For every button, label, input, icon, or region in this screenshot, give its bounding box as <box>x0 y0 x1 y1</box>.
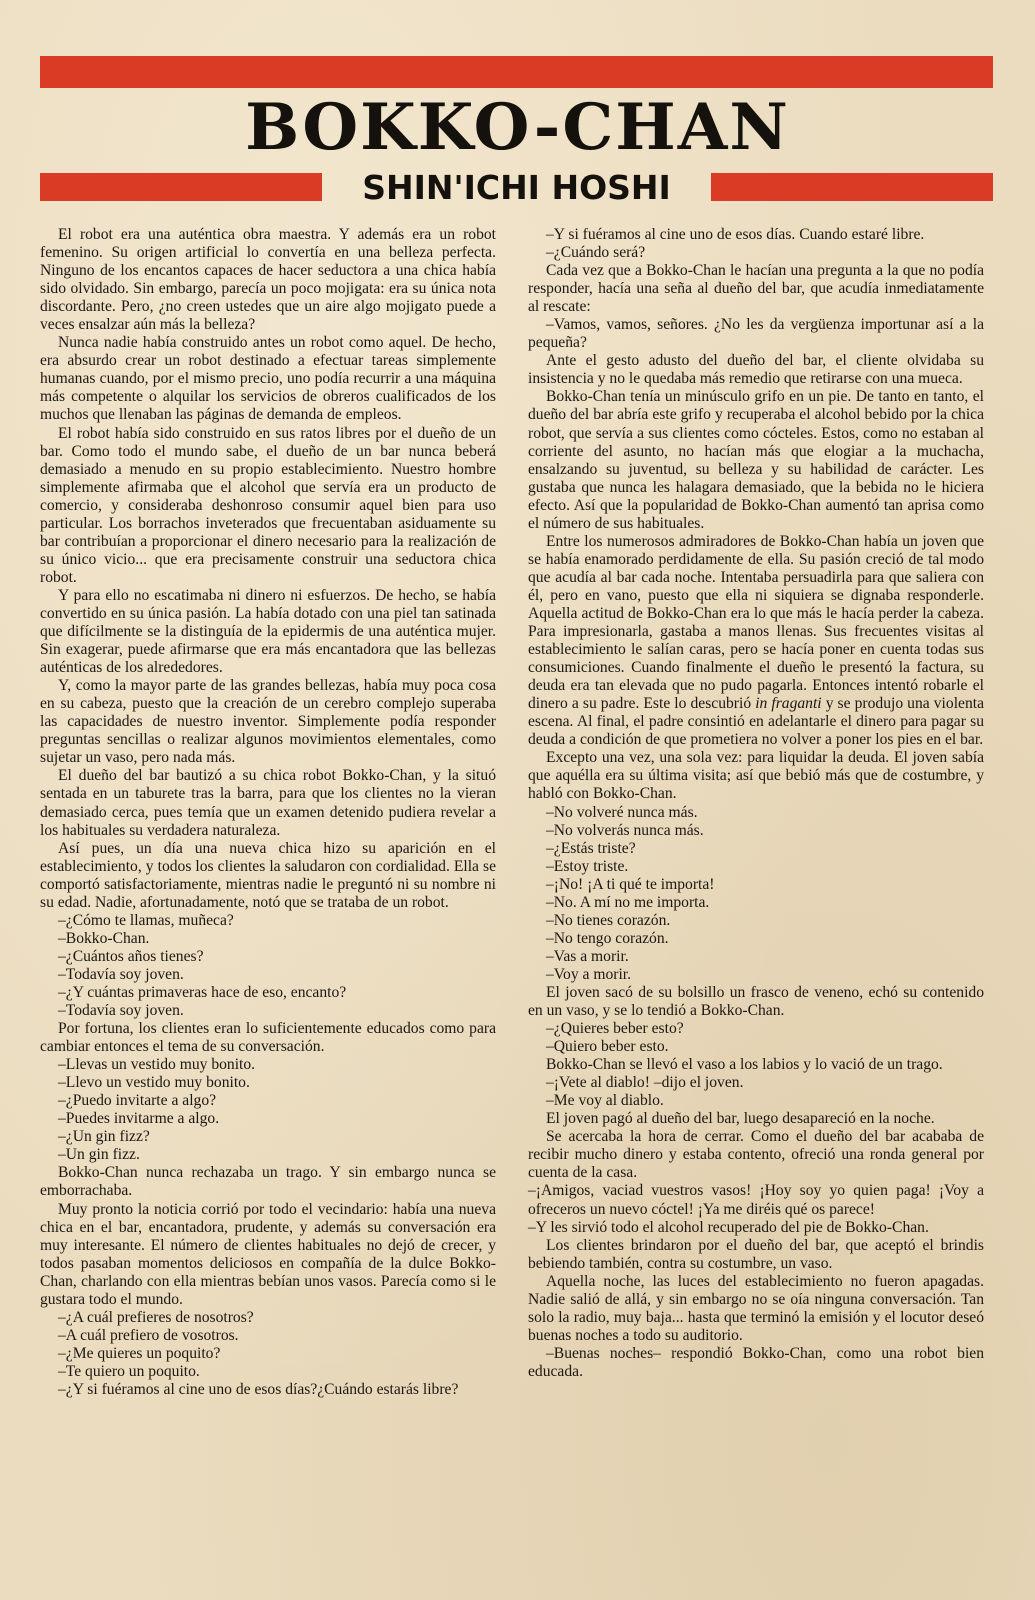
paragraph: Ante el gesto adusto del dueño del bar, el cliente olvidaba su insistencia y no le quedaba más remedio que retirarse con una mueca. <box>528 352 984 388</box>
dialogue-line: –¿Puedo invitarte a algo? <box>58 1092 217 1110</box>
paragraph: Bokko-Chan tenía un minúsculo grifo en un pie. De tanto en tanto, el dueño del bar abría este grifo y recuperaba el alcohol bebido por la chica robot, que servía a sus clientes como cócteles. Estos, como no estaban al corriente del asunto, no hacían más que elogiar a la muchacha, ensalzando su juventud, su belleza y su habilidad de carácter. Les gustaba que nunca les halagara demasiado, que la bebida no le hiciera efecto. Así que la popularidad de Bokko-Chan aumentó tan aprisa como el número de sus habituales. <box>528 388 984 532</box>
dialogue-line: –Vas a morir. <box>546 947 629 965</box>
right-column <box>528 226 984 1381</box>
paragraph: Se acercaba la hora de cerrar. Como el dueño del bar acababa de recibir mucho dinero y estaba contento, ofreció una ronda general por cuenta de la casa. <box>528 1128 984 1182</box>
dialogue-line: –¿Quieres beber esto? <box>546 1020 684 1038</box>
paragraph: El joven pagó al dueño del bar, luego desapareció en la noche. <box>546 1110 935 1128</box>
paragraph-text: y se produjo una violenta escena. Al final, el padre consintió en adelantarle el dinero para pagar su deuda a condición de que prometiera no volver a poner los pies en el bar. <box>528 695 984 749</box>
dialogue-line: –Todavía soy joven. <box>58 1002 184 1020</box>
dialogue-line: –Te quiero un poquito. <box>58 1362 200 1380</box>
dialogue-line: –¡No! ¡A ti qué te importa! <box>546 875 715 893</box>
dialogue-line: –¿Y si fuéramos al cine uno de esos días?¿Cuándo estarás libre? <box>58 1381 459 1398</box>
dialogue-line: –¿Estás triste? <box>546 839 636 857</box>
dialogue-line: –¿Cuándo será? <box>546 244 646 262</box>
dialogue-line: –No volverás nunca más. <box>546 821 704 839</box>
dialogue-line: –Vamos, vamos, señores. ¿No les da vergüenza importunar así a la pequeña? <box>528 316 984 352</box>
story-title: BOKKO-CHAN <box>245 90 790 165</box>
paragraph: El dueño del bar bautizó a su chica robot Bokko-Chan, y la situó sentada en un taburete tras la barra, para que los clientes no la vieran demasiado cerca, pues temía que un examen detenido pudiera revelar a los habituales su verdadera naturaleza. <box>40 767 496 839</box>
dialogue-line: –No tienes corazón. <box>546 911 671 929</box>
dialogue-line: –Llevo un vestido muy bonito. <box>58 1074 250 1092</box>
paragraph: Excepto una vez, una sola vez: para liquidar la deuda. El joven sabía que aquélla era su última visita; así que bebió más que de costumbre, y habló con Bokko-Chan. <box>528 749 984 803</box>
dialogue-line: –Todavía soy joven. <box>58 965 184 983</box>
paragraph-text: Entre los numerosos admiradores de Bokko-Chan había un joven que se había enamorado perdidamente de ella. Su pasión creció de tal modo que acudía al bar cada noche. Intentaba persuadirla para que saliera con él, pero en vano, puesto que ella ni siquiera se dignaba responderle. Aquella actitud de Bokko-Chan era lo que más le hacía perder la cabeza. Para impresionarla, gastaba a manos llenas. Sus frecuentes visitas al establecimiento le salían caras, pero se hacía poner en cuenta todas sus consumiciones. Cuando finalmente el dueño le presentó la factura, su deuda era tan elevada que no pudo pagarla. Entonces intentó robarle el dinero a su padre. Este lo descubrió <box>528 532 984 713</box>
paragraph: Así pues, un día una nueva chica hizo su aparición en el establecimiento, y todos los clientes la saludaron con cordialidad. Ella se comportó satisfactoriamente, mientras nadie le preguntó ni su nombre ni su edad. Nadie, afortunadamente, notó que se trataba de un robot. <box>40 839 496 911</box>
dialogue-line: –Y les sirvió todo el alcohol recuperado del pie de Bokko-Chan. <box>528 1218 929 1236</box>
paragraph: El joven sacó de su bolsillo un frasco de veneno, echó su contenido en un vaso, y se lo tendió a Bokko-Chan. <box>528 983 984 1020</box>
dialogue-line: –Bokko-Chan. <box>58 929 150 947</box>
paragraph: Bokko-Chan se llevó el vaso a los labios y lo vació de un trago. <box>546 1056 943 1074</box>
dialogue-line: –Llevas un vestido muy bonito. <box>58 1056 256 1074</box>
paragraph: El robot era una auténtica obra maestra. Y además era un robot femenino. Su origen artificial lo convertía en una belleza perfecta. Ninguno de los encantos capaces de hacer seductora a una chica había sido olvidado. Sin embargo, parecía un poco mojigata: era su única nota discordante. Pero, ¿no creen ustedes que un aire algo mojigato puede a veces ensalzar aún más la belleza? <box>40 226 496 334</box>
author-left-red-bar <box>40 173 322 201</box>
dialogue-line: –Un gin fizz. <box>58 1146 140 1164</box>
paragraph: Y, como la mayor parte de las grandes bellezas, había muy poca cosa en su cabeza, puesto que la creación de un cerebro complejo superaba las capacidades de nuestro inventor. Simplemente podía responder preguntas sencillas o realizar algunos movimientos elementales, como sujetar un vaso, pero nada más. <box>40 677 496 767</box>
dialogue-line: –¡Vete al diablo! –dijo el joven. <box>546 1074 744 1092</box>
top-red-bar <box>40 56 993 88</box>
dialogue-line: –¡Amigos, vaciad vuestros vasos! ¡Hoy soy yo quien paga! ¡Voy a ofreceros un nuevo cóctel! ¡Ya me diréis qué os parece! <box>528 1182 984 1218</box>
paragraph: Por fortuna, los clientes eran lo suficientemente educados como para cambiar entonces el tema de su conversación. <box>40 1020 496 1056</box>
paragraph: Bokko-Chan nunca rechazaba un trago. Y sin embargo nunca se emborrachaba. <box>40 1164 496 1200</box>
dialogue-line: –Estoy triste. <box>546 857 629 875</box>
dialogue-line: –A cuál prefiero de vosotros. <box>58 1326 239 1344</box>
paragraph: Los clientes brindaron por el dueño del bar, que aceptó el brindis bebiendo también, contra su costumbre, un vaso. <box>528 1236 984 1272</box>
dialogue-line: –Puedes invitarme a algo. <box>58 1110 220 1128</box>
dialogue-line: –¿Cómo te llamas, muñeca? <box>58 911 234 929</box>
paragraph: Y para ello no escatimaba ni dinero ni esfuerzos. De hecho, se había convertido en su única pasión. La había dotado con una piel tan satinada que difícilmente se la distinguía de la epidermis de una auténtica mujer. Sin exagerar, puede afirmarse que era más encantadora que las bellezas auténticas de los alrededores. <box>40 586 496 677</box>
paragraph: Aquella noche, las luces del establecimiento no fueron apagadas. Nadie salió de allá, y sin embargo no se oía ninguna conversación. Tan solo la radio, muy baja... hasta que terminó la emisión y el locutor deseó buenas noches a todo su auditorio. <box>528 1272 984 1344</box>
paragraph: Nunca nadie había construido antes un robot como aquel. De hecho, era absurdo crear un robot destinado a efectuar tareas simplemente humanas cuando, por el mismo precio, uno podía recurrir a una máquina más competente o alquilar los servicios de obreros cualificados de los muchos que llenaban las páginas de demanda de empleos. <box>40 334 496 424</box>
dialogue-line: –Voy a morir. <box>546 965 632 983</box>
dialogue-line: –Buenas noches– respondió Bokko-Chan, como una robot bien educada. <box>528 1344 984 1380</box>
dialogue-line: –No. A mí no me importa. <box>546 893 710 911</box>
dialogue-line: –No tengo corazón. <box>546 929 669 947</box>
dialogue-line: –¿Me quieres un poquito? <box>58 1344 221 1362</box>
paragraph: Muy pronto la noticia corrió por todo el vecindario: había una nueva chica en el bar, encantadora, prudente, y además su conversación era muy interesante. El número de clientes habituales no dejó de crecer, y todos pasaban momentos deliciosos en compañía de la dulce Bokko-Chan, charlando con ella mientras bebían unos vasos. Parecía como si le gustara todo el mundo. <box>40 1200 496 1308</box>
dialogue-line: –Me voy al diablo. <box>546 1092 664 1110</box>
left-column <box>40 226 496 1399</box>
dialogue-line: –¿Cuántos años tienes? <box>58 947 204 965</box>
italic-phrase: in fraganti <box>755 695 822 713</box>
dialogue-line: –¿A cuál prefieres de nosotros? <box>58 1308 254 1326</box>
author-row <box>40 170 993 206</box>
dialogue-line: –¿Y cuántas primaveras hace de eso, encanto? <box>58 983 347 1001</box>
paragraph: El robot había sido construido en sus ratos libres por el dueño de un bar. Como todo el mundo sabe, el dueño de un bar nunca beberá demasiado a menudo en su propio establecimiento. Nuestro hombre simplemente afirmaba que el alcohol que servía era un producto de comercio, y consideraba deshonroso consumir aquel bien para uso particular. Los borrachos inveterados que frecuentaban asiduamente su bar contribuían a proporcionar el dinero necesario para la realización de su único vicio... que era precisamente construir una seductora chica robot. <box>40 424 496 586</box>
dialogue-line: –Y si fuéramos al cine uno de esos días. Cuando estaré libre. <box>546 226 925 243</box>
paragraph <box>528 533 984 750</box>
dialogue-line: –Quiero beber esto. <box>546 1038 669 1056</box>
author-right-red-bar <box>711 173 993 201</box>
paragraph: Cada vez que a Bokko-Chan le hacían una pregunta a la que no podía responder, hacía una seña al dueño del bar, que acudía inmediatamente al rescate: <box>528 262 984 316</box>
dialogue-line: –No volveré nunca más. <box>546 803 698 821</box>
dialogue-line: –¿Un gin fizz? <box>58 1128 150 1146</box>
author-name: SHIN'ICHI HOSHI <box>362 168 671 207</box>
